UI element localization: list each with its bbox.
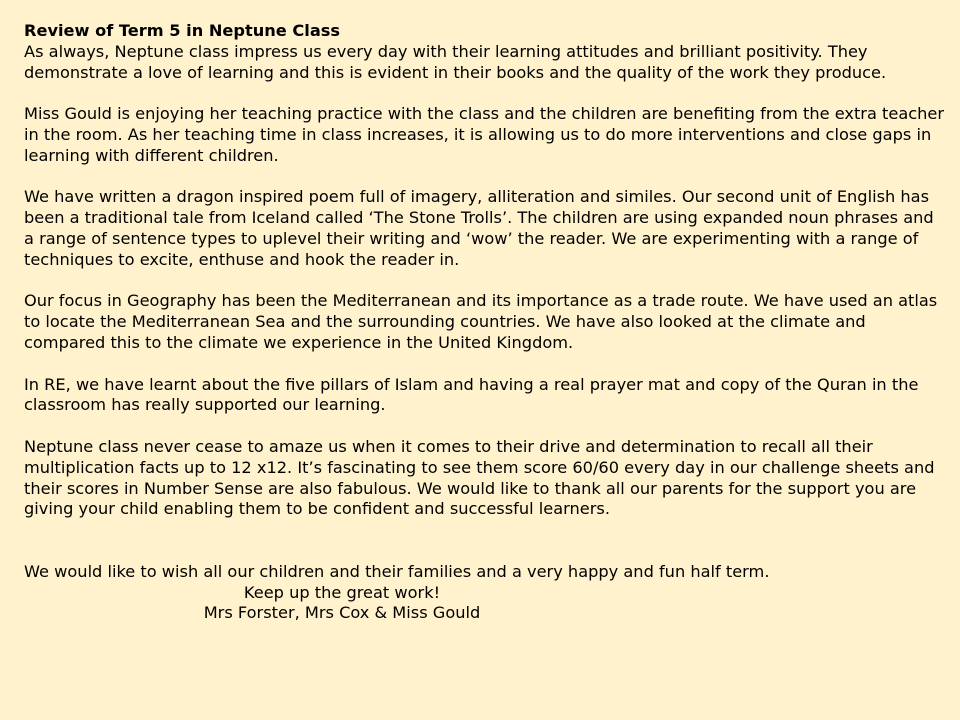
paragraph-re: In RE, we have learnt about the five pillars of Islam and having a real prayer mat and copy of the Quran in the classroom has really supported our learning.	[24, 374, 919, 415]
document-title: Review of Term 5 in Neptune Class	[24, 21, 341, 40]
paragraph-maths: Neptune class never cease to amaze us when it comes to their drive and determination to recall all their multiplication facts up to 12 x12. It’s fascinating to see them score 60/60 every day in our challenge sheets and their scores in Number Sense are also fabulous. We would like to thank all our parents for the support you are giving your child enabling them to be confident and successful learners.	[24, 436, 935, 519]
paragraph-english: We have written a dragon inspired poem full of imagery, alliteration and similes. Our second unit of English has been a traditional tale from Iceland called ‘The Stone Trolls’. The children are using expanded noun phrases and a range of sentence types to uplevel their writing and ‘wow’ the reader. We are experimenting with a range of techniques to excite, enthuse and hook the reader in.	[24, 187, 934, 269]
blank-line	[24, 541, 944, 562]
signature: Mrs Forster, Mrs Cox & Miss Gould	[203, 603, 481, 623]
closing-message: We would like to wish all our children and their families and a very happy and fun half term.	[24, 561, 770, 581]
motto: Keep up the great work!	[243, 582, 441, 602]
newsletter-document	[24, 21, 944, 624]
paragraph-introduction: As always, Neptune class impress us every day with their learning attitudes and brilliant positivity. They demonstrate a love of learning and this is evident in their books and the quality of the work they produce.	[24, 41, 887, 82]
paragraph-geography: Our focus in Geography has been the Mediterranean and its importance as a trade route. We have used an atlas to locate the Mediterranean Sea and the surrounding countries. We have also looked at the climate and compared this to the climate we experience in the United Kingdom.	[24, 291, 938, 352]
paragraph-teaching-practice: Miss Gould is enjoying her teaching practice with the class and the children are benefiting from the extra teacher in the room. As her teaching time in class increases, it is allowing us to do more interventions and close gaps in learning with different children.	[24, 104, 945, 165]
